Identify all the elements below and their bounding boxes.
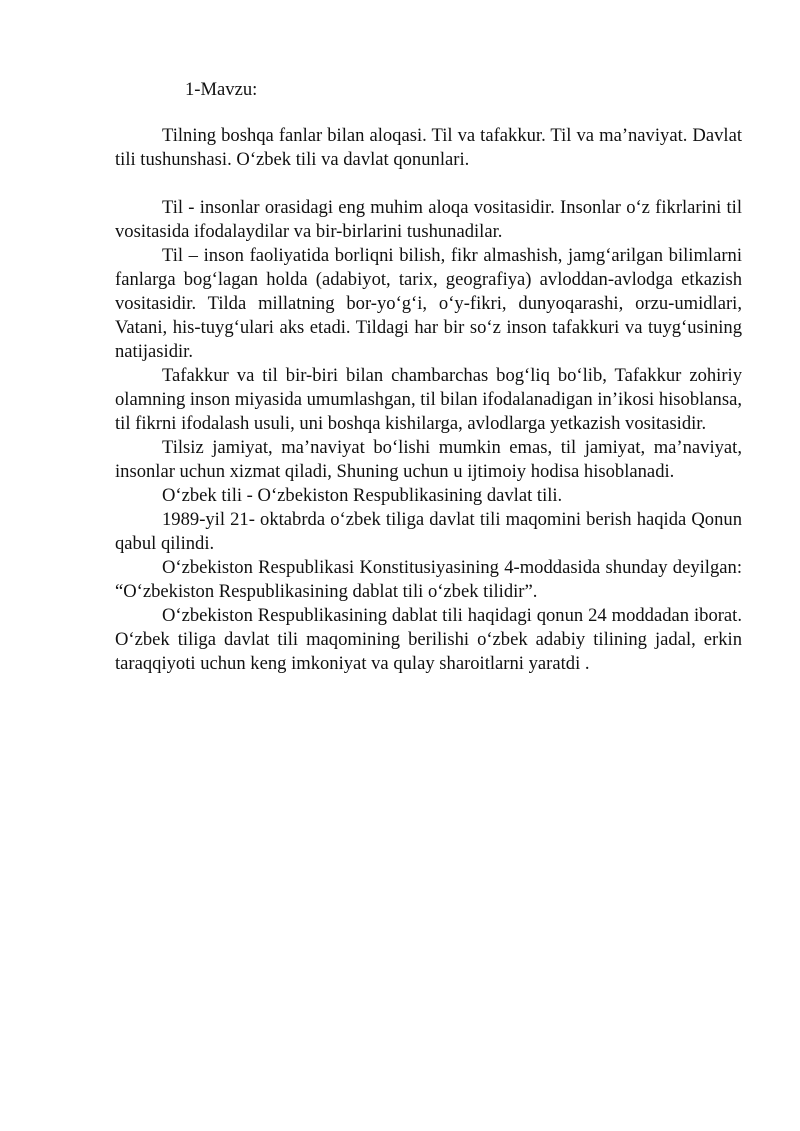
paragraph-7: O‘zbekiston Respublikasi Konstitusiyasining 4-moddasida shunday deyilgan: “O‘zbekiston Respublikasining dablat tili o‘zbek tilidir”. (115, 557, 742, 602)
document-page (115, 78, 742, 676)
document-subtitle: Tilning boshqa fanlar bilan aloqasi. Til va tafakkur. Til va ma’naviyat. Davlat tili tushunshasi. O‘zbek tili va davlat qonunlari. (115, 125, 742, 170)
document-heading: 1-Mavzu: (185, 79, 258, 100)
paragraph-5: O‘zbek tili - O‘zbekiston Respublikasining davlat tili. (162, 485, 563, 506)
paragraph-4: Tilsiz jamiyat, ma’naviyat bo‘lishi mumkin emas, til jamiyat, ma’naviyat, insonlar uchun xizmat qiladi, Shuning uchun u ijtimoiy hodisa hisoblanadi. (115, 437, 742, 482)
paragraph-2: Til – inson faoliyatida borliqni bilish, fikr almashish, jamg‘arilgan bilimlarni fanlarga bog‘lagan holda (adabiyot, tarix, geografiya) avloddan-avlodga etkazish vositasidir. Tilda millatning bor-yo‘g‘i, o‘y-fikri, dunyoqarashi, orzu-umidlari, Vatani, his-tuyg‘ulari aks etadi. Tildagi har bir so‘z inson tafakkuri va tuyg‘usining natijasidir. (115, 245, 742, 362)
paragraph-8: O‘zbekiston Respublikasining dablat tili haqidagi qonun 24 moddadan iborat. O‘zbek tiliga davlat tili maqomining berilishi o‘zbek adabiy tilining jadal, erkin taraqqiyoti uchun keng imkoniyat va qulay sharoitlarni yaratdi . (115, 605, 742, 674)
paragraph-3: Tafakkur va til bir-biri bilan chambarchas bog‘liq bo‘lib, Tafakkur zohiriy olamning inson miyasida umumlashgan, til bilan ifodalanadigan in’ikosi hisoblansa, til fikrni ifodalash usuli, uni boshqa kishilarga, avlodlarga yetkazish vositasidir. (115, 365, 742, 434)
paragraph-1: Til - insonlar orasidagi eng muhim aloqa vositasidir. Insonlar o‘z fikrlarini til vositasida ifodalaydilar va bir-birlarini tushunadilar. (115, 197, 742, 242)
paragraph-6: 1989-yil 21- oktabrda o‘zbek tiliga davlat tili maqomini berish haqida Qonun qabul qilindi. (115, 509, 742, 554)
